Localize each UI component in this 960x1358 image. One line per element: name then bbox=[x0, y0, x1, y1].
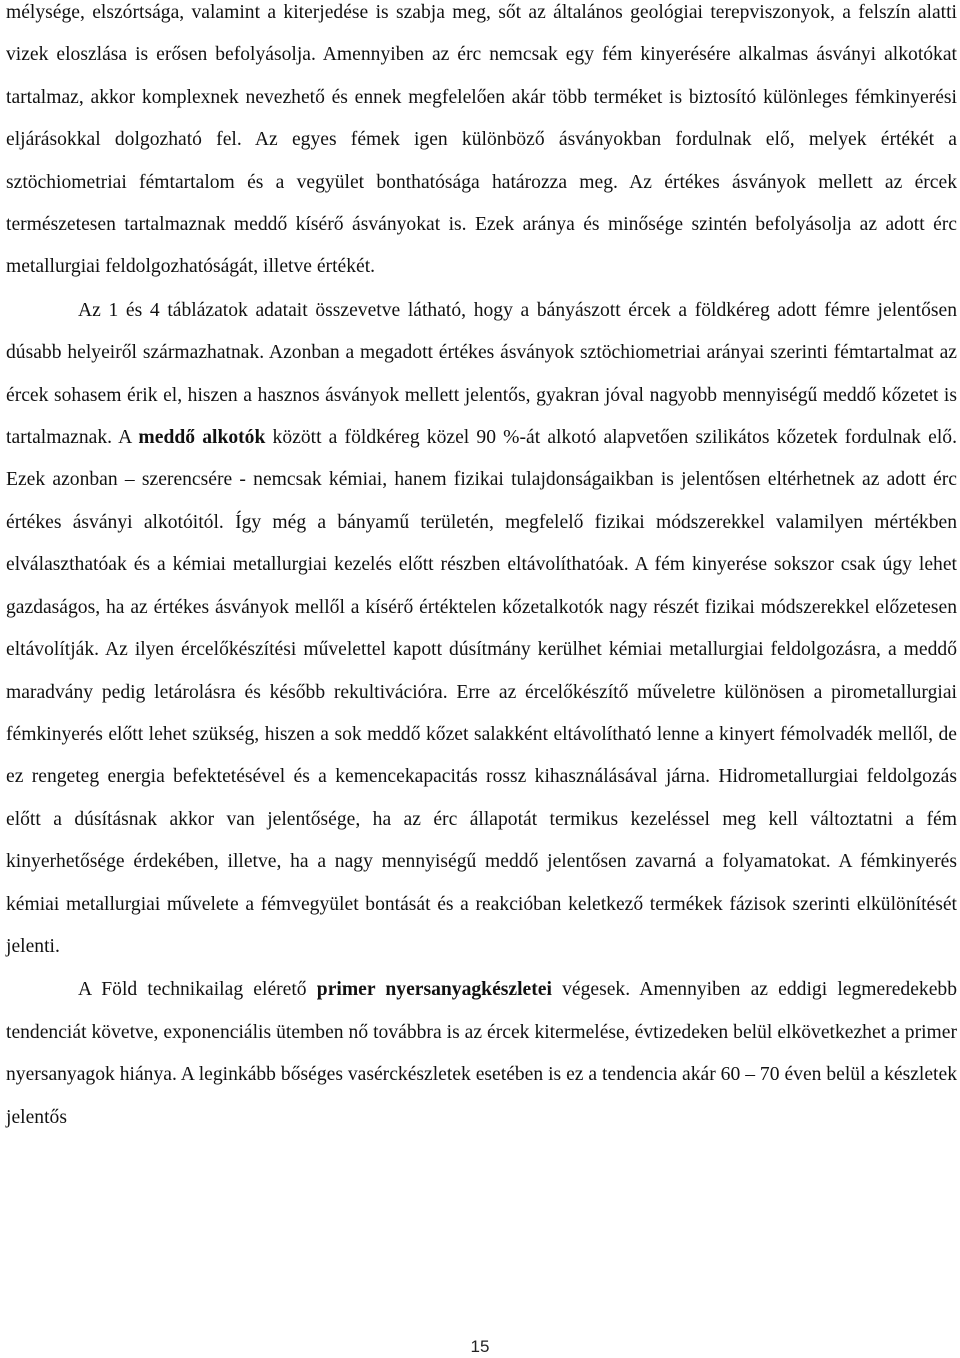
paragraph-2-text-start: Az 1 és 4 táblázatok adatait összevetve látható, hogy a bányászott ércek a földkéreg adott fémre jelentősen dúsabb helyeiről származhatnak. Azonban a megadott értékes ásványok sztöchiometriai arányai szerinti fémtartalmat az ércek sohasem érik el, hiszen a hasznos ásványok mellett jelentős, gyakran jóval nagyobb mennyiségű meddő kőzetet is tartalmaznak. A bbox=[6, 299, 957, 449]
paragraph-2-bold-term: meddő alkotók bbox=[138, 427, 266, 449]
paragraph-2 bbox=[6, 290, 957, 969]
paragraph-1 bbox=[6, 0, 957, 289]
paragraph-3-text-end: végesek. Amennyiben az eddigi legmeredekebb tendenciát követve, exponenciális ütemben nő továbbra is az ércek kitermelése, évtizedeken belül elkövetkezhet a primer nyersanyagok hiánya. A leginkább bőséges vasérckészletek esetében is ez a tendencia akár 60 – 70 éven belül a készletek jelentős bbox=[6, 979, 957, 1128]
paragraph-3-bold-term: primer nyersanyagkészletei bbox=[316, 979, 552, 1001]
paragraph-2-text-end: között a földkéreg közel 90 %-át alkotó alapvetően szilikátos kőzetek fordulnak elő. Ezek azonban – szerencsére - nemcsak kémiai, hanem fizikai tulajdonságaikban is jelentősen eltérhetnek az adott érc értékes ásványi alkotóitól. Így még a bányamű területén, megfelelő fizikai módszerekkel valamilyen mértékben elválaszthatóak és a kémiai metallurgiai kezelés előtt részben eltávolíthatóak. A fém kinyerése sokszor csak úgy lehet gazdaságos, ha az értékes ásványok mellől a kísérő értéktelen kőzetalkotók nagy részét fizikai módszerekkel előzetesen eltávolítják. Az ilyen ércelőkészítési művelettel kapott dúsítmány kerülhet kémiai metallurgiai feldolgozásra, a meddő maradvány pedig letárolásra és később rekultivációra. Erre az ércelőkészítő műveletre különösen a pirometallurgiai fémkinyerés előtt lehet szükség, hiszen a sok meddő kőzet salakként eltávolítható lenne a kinyert fémolvadék mellől, de ez rengeteg energia befektetésével és a kemencekapacitás rossz kihasználásával járna. Hidrometallurgiai feldolgozás előtt a dúsításnak akkor van jelentősége, ha az érc állapotát termikus kezeléssel meg kell változtatni a fém kinyerhetősége érdekében, illetve, ha a nagy mennyiségű meddő jelentősen zavarná a folyamatokat. A fémkinyerés kémiai metallurgiai művelete a fémvegyület bontását és a reakcióban keletkező termékek fázisok szerinti elkülönítését jelenti. bbox=[6, 427, 957, 957]
page-number: 15 bbox=[470, 1337, 490, 1356]
paragraph-3-text-start: A Föld technikailag elérető bbox=[78, 979, 317, 1001]
paragraph-3 bbox=[6, 969, 957, 1139]
document-page bbox=[6, 0, 957, 1139]
paragraph-1-text: mélysége, elszórtsága, valamint a kiterjedése is szabja meg, sőt az általános geológiai terepviszonyok, a felszín alatti vizek eloszlása is erősen befolyásolja. Amennyiben az érc nemcsak egy fém kinyerésére alkalmas ásványi alkotókat tartalmaz, akkor komplexnek nevezhető és ennek megfelelően akár több terméket is biztosító különleges fémkinyerési eljárásokkal dolgozható fel. Az egyes fémek igen különböző ásványokban fordulnak elő, melyek értékét a sztöchiometriai fémtartalom és a vegyület bonthatósága határozza meg. Az értékes ásványok mellett az ércek természetesen tartalmaznak meddő kísérő ásványokat is. Ezek aránya és minősége szintén befolyásolja az adott érc metallurgiai feldolgozhatóságát, illetve értékét. bbox=[6, 2, 957, 278]
